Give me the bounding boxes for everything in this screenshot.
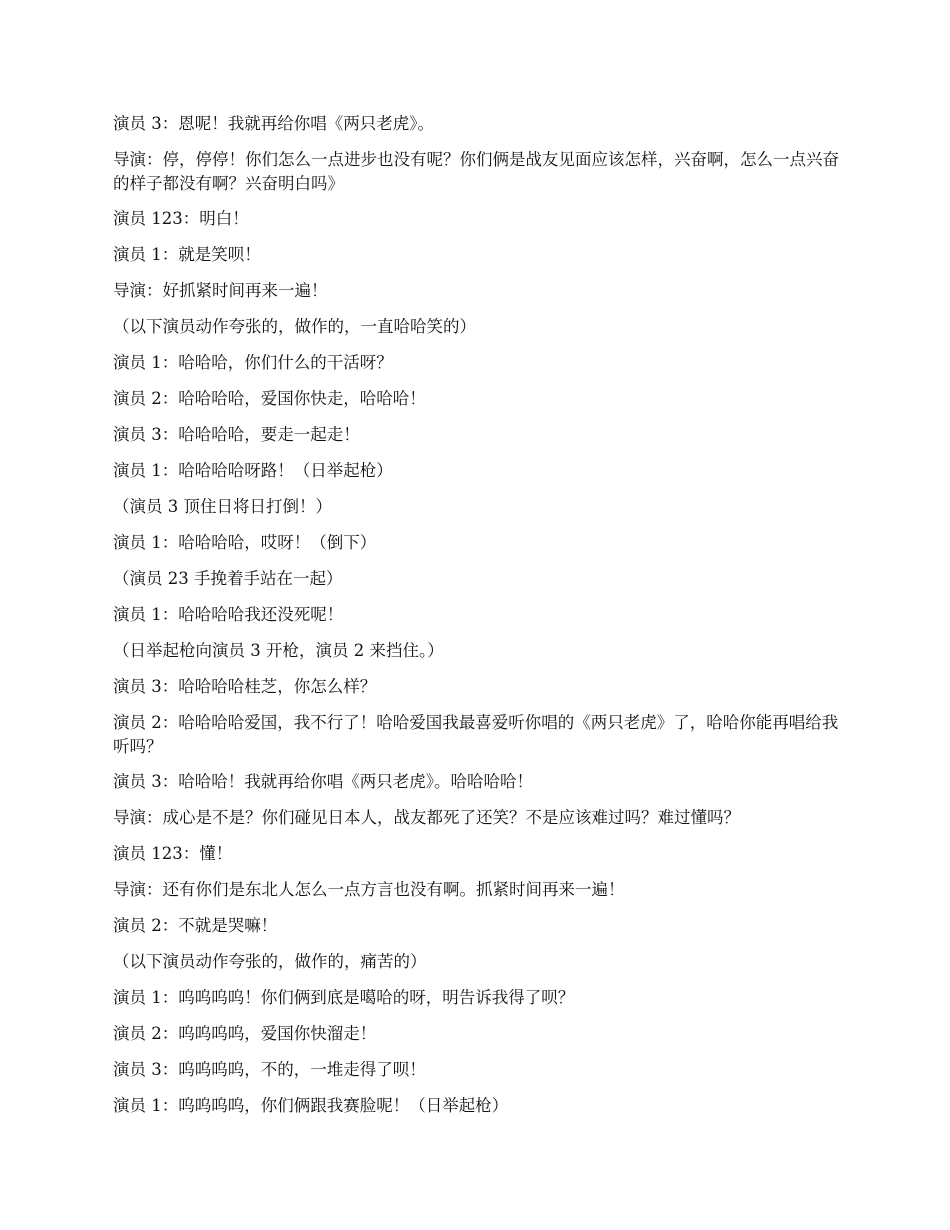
stage-direction: （演员 3 顶住日将日打倒！） (113, 497, 332, 516)
script-line: 演员 1：哈哈哈哈，哎呀！（倒下） (113, 533, 377, 552)
script-line: 演员 3：哈哈哈！我就再给你唱《两只老虎》。哈哈哈哈！ (113, 772, 533, 791)
script-line: 演员 1：呜呜呜呜，你们俩跟我赛脸呢！（日举起枪） (113, 1096, 509, 1115)
script-line: 导演：成心是不是？你们碰见日本人，战友都死了还笑？不是应该难过吗？难过懂吗？ (113, 808, 740, 827)
script-line: 演员 2：不就是哭嘛！ (113, 916, 278, 935)
script-line: 演员 2：哈哈哈哈爱国，我不行了！哈哈爱国我最喜爱听你唱的《两只老虎》了，哈哈你能再唱给我听吗？ (113, 713, 839, 756)
stage-direction: （日举起枪向演员 3 开枪，演员 2 来挡住。） (113, 641, 444, 660)
script-line: 导演：停，停停！你们怎么一点进步也没有呢？你们俩是战友见面应该怎样，兴奋啊，怎么一点兴奋的样子都没有啊？兴奋明白吗》 (113, 150, 839, 193)
script-line: 导演：好抓紧时间再来一遍！ (113, 281, 328, 300)
script-line: 演员 1：哈哈哈，你们什么的干活呀？ (113, 353, 393, 372)
script-line: 演员 3：哈哈哈哈桂芝，你怎么样？ (113, 677, 377, 696)
script-line: 导演：还有你们是东北人怎么一点方言也没有啊。抓紧时间再来一遍！ (113, 880, 625, 899)
script-body (113, 112, 843, 1130)
script-line: 演员 3：恩呢！我就再给你唱《两只老虎》。 (113, 114, 434, 133)
script-line: 演员 1：呜呜呜呜！你们俩到底是噶哈的呀，明告诉我得了呗？ (113, 988, 575, 1007)
script-line: 演员 2：哈哈哈哈，爱国你快走，哈哈哈！ (113, 389, 426, 408)
script-line: 演员 1：哈哈哈哈我还没死呢！ (113, 605, 344, 624)
stage-direction: （以下演员动作夸张的，做作的，一直哈哈笑的） (113, 317, 476, 336)
script-line: 演员 2：呜呜呜呜，爱国你快溜走！ (113, 1024, 377, 1043)
script-line: 演员 123：懂！ (113, 844, 233, 863)
script-line: 演员 3：呜呜呜呜，不的，一堆走得了呗！ (113, 1060, 426, 1079)
script-line: 演员 3：哈哈哈哈，要走一起走！ (113, 425, 360, 444)
stage-direction: （演员 23 手挽着手站在一起） (113, 569, 343, 588)
script-line: 演员 1：就是笑呗！ (113, 245, 261, 264)
stage-direction: （以下演员动作夸张的，做作的，痛苦的） (113, 952, 427, 971)
script-line: 演员 123：明白！ (113, 209, 249, 228)
script-line: 演员 1：哈哈哈哈呀路！（日举起枪） (113, 461, 393, 480)
